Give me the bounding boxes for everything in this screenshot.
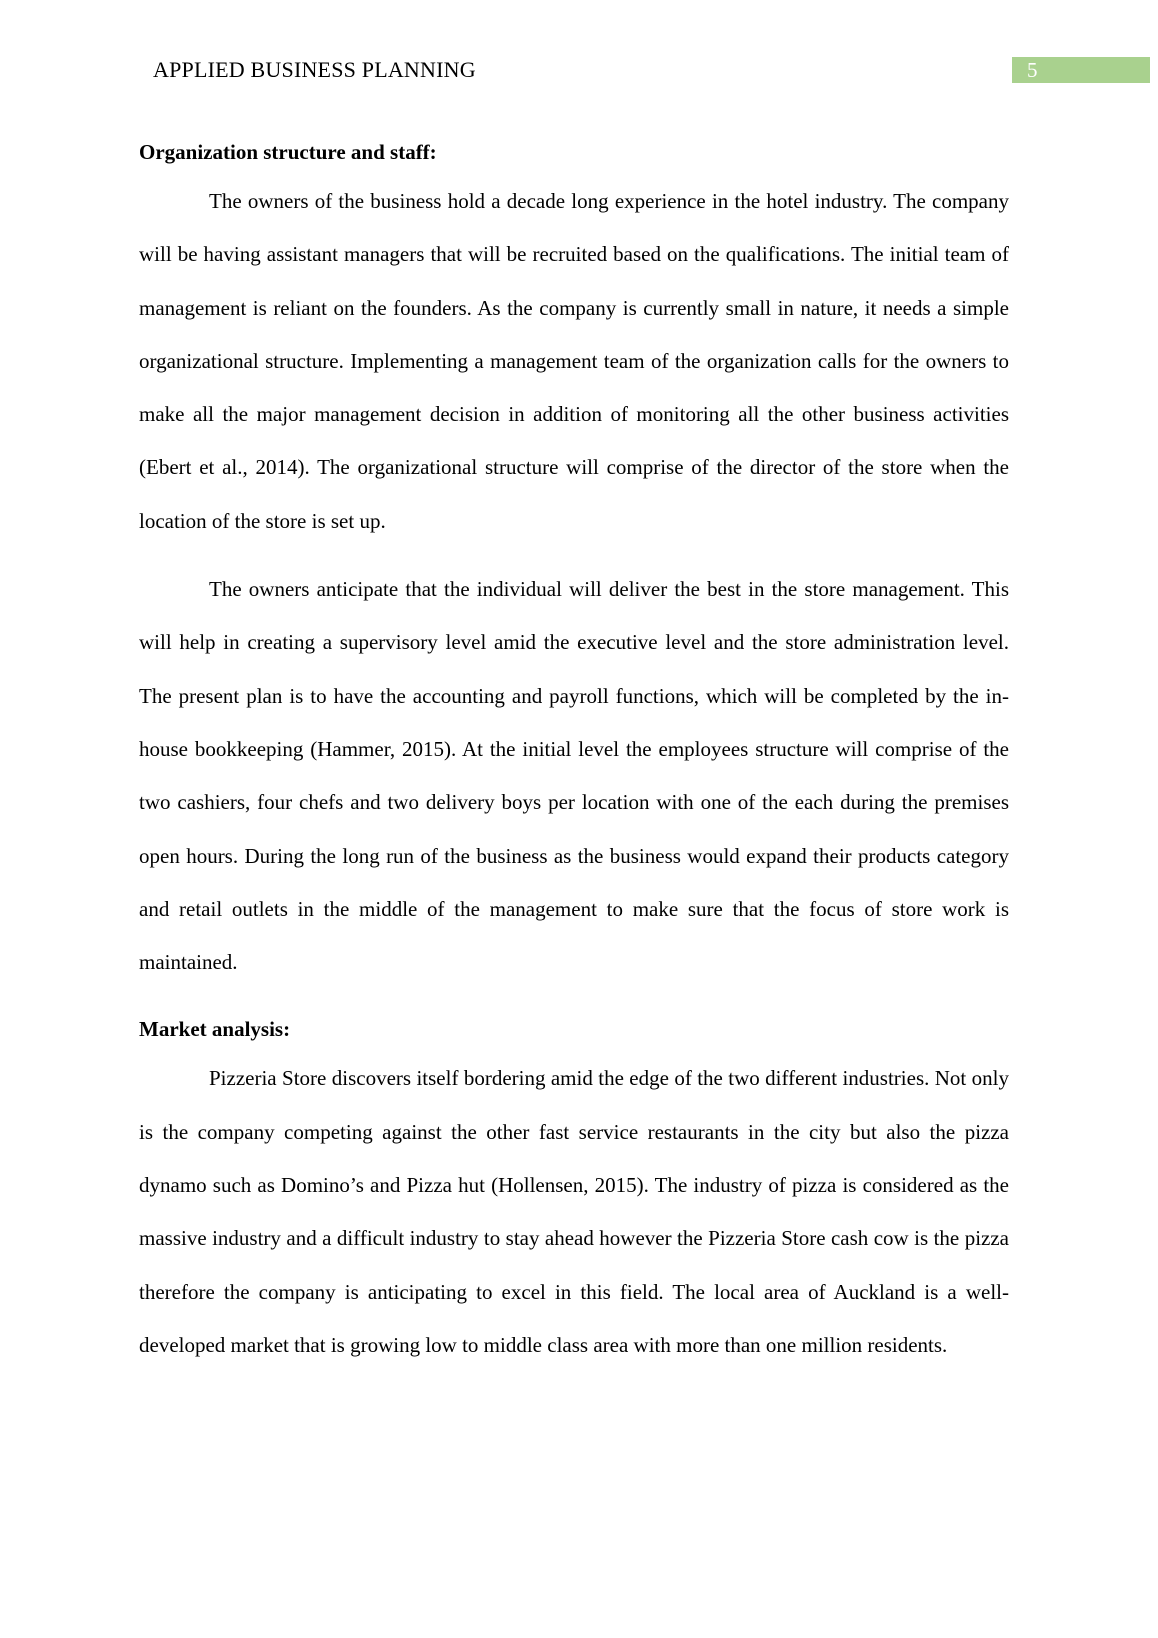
running-head: APPLIED BUSINESS PLANNING bbox=[153, 57, 476, 82]
page-number-badge bbox=[1012, 57, 1150, 83]
section-heading-market-analysis: Market analysis: bbox=[139, 1017, 291, 1042]
document-body bbox=[139, 134, 1009, 1372]
section-heading-organization: Organization structure and staff: bbox=[139, 140, 437, 164]
paragraph-organization-1: The owners of the business hold a decade long experience in the hotel industry. The company will be having assistant managers that will be recruited based on the qualifications. The initial team of management is reliant on the founders. As the company is currently small in nature, it needs a simple organizational structure. Implementing a management team of the organization calls for the owners to make all the major management decision in addition of monitoring all the other business activities (Ebert et al., 2014). The organizational structure will comprise of the director of the store when the location of the store is set up. bbox=[139, 189, 1009, 533]
page-number: 5 bbox=[1027, 58, 1038, 82]
paragraph-organization-2: The owners anticipate that the individual will deliver the best in the store management. This will help in creating a supervisory level amid the executive level and the store administration level. The present plan is to have the accounting and payroll functions, which will be completed by the in-house bookkeeping (Hammer, 2015). At the initial level the employees structure will comprise of the two cashiers, four chefs and two delivery boys per location with one of the each during the premises open hours. During the long run of the business as the business would expand their products category and retail outlets in the middle of the management to make sure that the focus of store work is maintained. bbox=[139, 577, 1009, 975]
paragraph-market-analysis-1: Pizzeria Store discovers itself bordering amid the edge of the two different industries. Not only is the company competing against the other fast service restaurants in the city but also the pizza dynamo such as Domino’s and Pizza hut (Hollensen, 2015). The industry of pizza is considered as the massive industry and a difficult industry to stay ahead however the Pizzeria Store cash cow is the pizza therefore the company is anticipating to excel in this field. The local area of Auckland is a well-developed market that is growing low to middle class area with more than one million residents. bbox=[139, 1066, 1009, 1357]
